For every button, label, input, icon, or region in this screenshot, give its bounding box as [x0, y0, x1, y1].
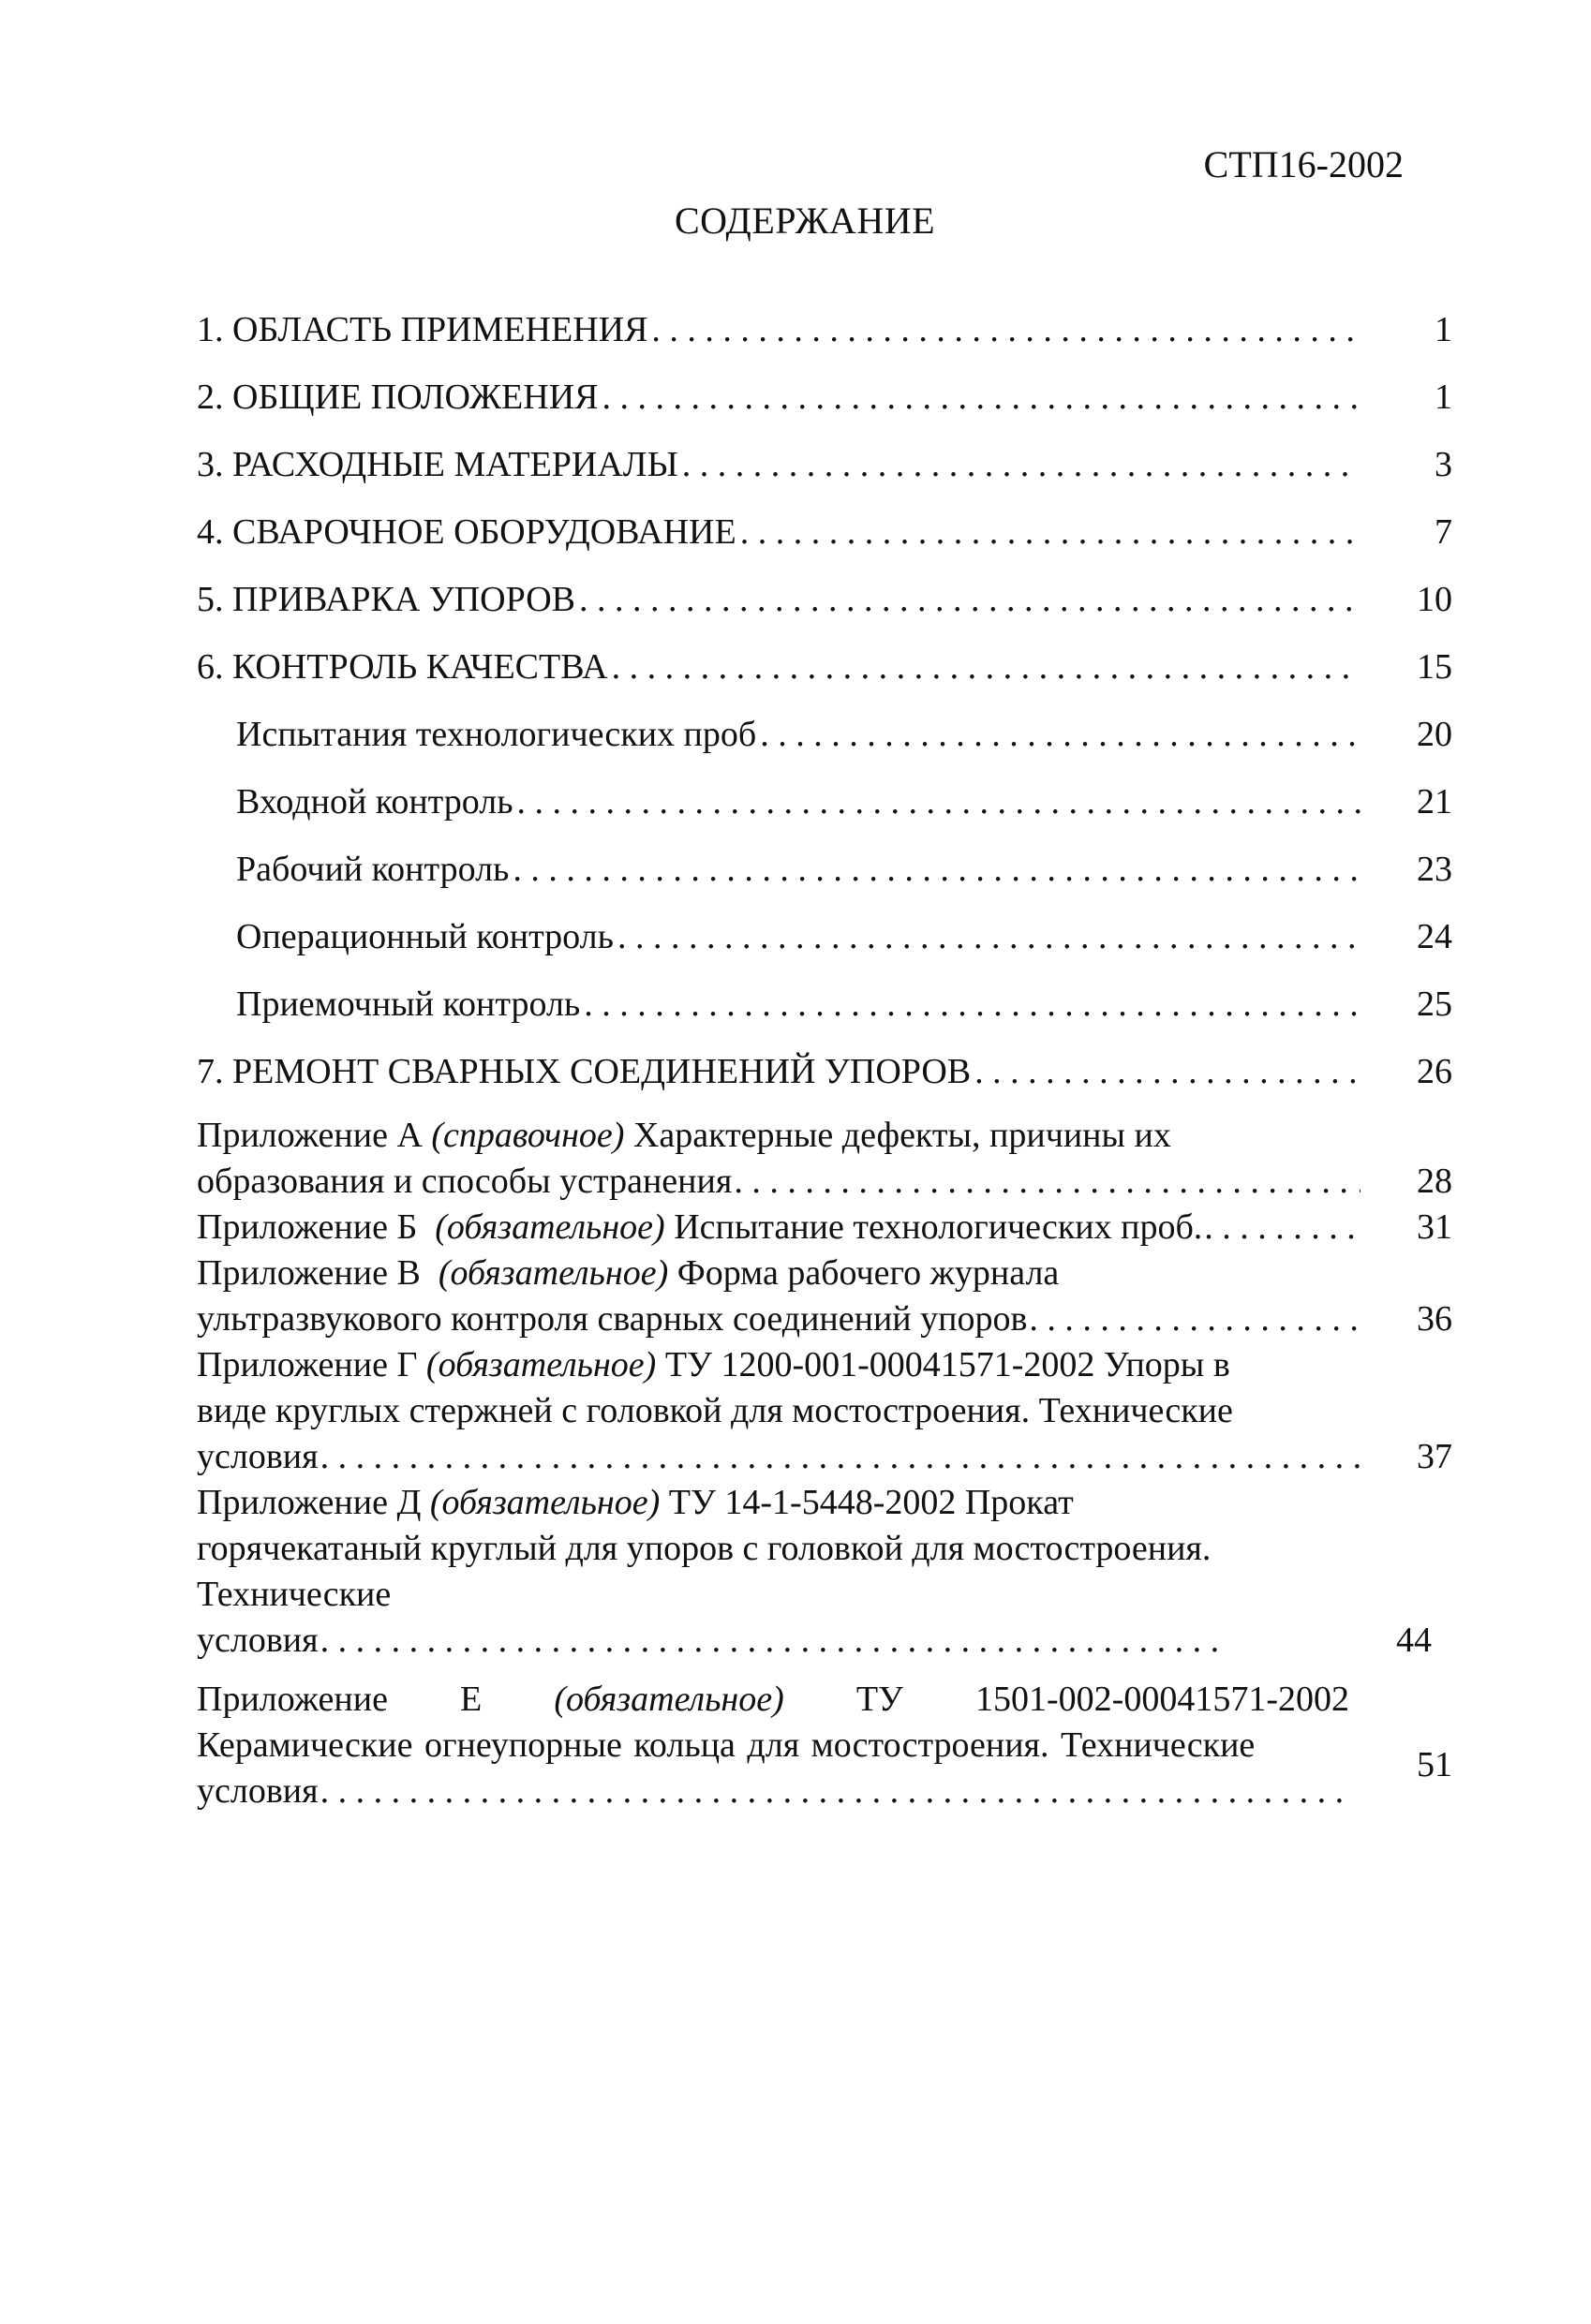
- appendix-page: 44: [1396, 1621, 1432, 1660]
- toc-entry-title: Рабочий контроль: [236, 850, 510, 889]
- appendix-label: Приложение В: [197, 1253, 421, 1293]
- appendix-title: условия: [197, 1437, 319, 1476]
- toc-entry-page: 1: [1435, 377, 1452, 417]
- appendix-title: виде круглых стержней с головкой для мостостроения. Технические: [197, 1391, 1233, 1430]
- leader-dots: [682, 444, 1361, 485]
- toc-entry-page: 1: [1435, 310, 1452, 349]
- appendix-title: Форма рабочего журнала: [677, 1253, 1060, 1293]
- appendix-page: 28: [1417, 1162, 1452, 1201]
- toc-subentry[interactable]: [197, 714, 1452, 781]
- appendix-kind: (обязательное): [554, 1680, 784, 1719]
- leader-dots: [612, 646, 1361, 688]
- appendix-title: Испытание технологических проб.: [674, 1207, 1203, 1247]
- leader-dots: [602, 377, 1361, 418]
- leader-dots: [734, 1159, 1361, 1205]
- appendix-page: 36: [1417, 1299, 1452, 1339]
- toc-entry-title: Входной контроль: [236, 782, 513, 822]
- appendix-kind: (обязательное): [425, 1345, 657, 1384]
- appendix-kind: (обязательное): [438, 1253, 669, 1293]
- appendix-title: ТУ 1200-001-00041571-2002 Упоры в: [664, 1345, 1230, 1384]
- appendix-title: Характерные дефекты, причины их: [632, 1116, 1171, 1155]
- appendix-label: Приложение Д: [197, 1483, 422, 1522]
- toc-entry-page: 23: [1417, 850, 1452, 889]
- leader-dots: [760, 714, 1361, 755]
- leader-dots: [617, 916, 1361, 957]
- appendix-tu: ТУ: [855, 1680, 903, 1719]
- appendix-e[interactable]: [197, 1677, 1452, 1814]
- toc-entry-title: 6. КОНТРОЛЬ КАЧЕСТВА: [197, 647, 608, 687]
- page-title: СОДЕРЖАНИЕ: [674, 200, 936, 242]
- toc-entry-title: Испытания технологических проб: [236, 715, 757, 754]
- leader-dots: [584, 984, 1361, 1025]
- toc-entry-title: 7. РЕМОНТ СВАРНЫХ СОЕДИНЕНИЙ УПОРОВ: [197, 1052, 972, 1091]
- toc-entry[interactable]: [197, 646, 1452, 714]
- appendix-letter: Е: [460, 1680, 483, 1719]
- appendix-kind: (обязательное): [429, 1483, 661, 1522]
- toc-entry[interactable]: [197, 579, 1452, 646]
- toc-entry-page: 26: [1417, 1052, 1452, 1091]
- toc-entry-page: 10: [1417, 580, 1452, 619]
- toc-entry-title: Операционный контроль: [236, 917, 614, 956]
- toc-entry-page: 21: [1417, 782, 1452, 822]
- toc-entry[interactable]: [197, 309, 1452, 377]
- toc-subentry[interactable]: [197, 781, 1452, 849]
- appendix-title: горячекатаный круглый для упоров с головкой для мостостроения.: [197, 1529, 1212, 1568]
- leader-dots: [974, 1051, 1361, 1092]
- toc-entry-title: Приемочный контроль: [236, 984, 581, 1024]
- leader-dots: [651, 309, 1361, 350]
- leader-dots: [1029, 1296, 1361, 1342]
- leader-dots: [320, 1434, 1361, 1480]
- leader-dots: [320, 1769, 1342, 1814]
- appendix-d[interactable]: [197, 1480, 1452, 1664]
- appendix-label: Приложение Г: [197, 1345, 418, 1384]
- leader-dots: [579, 579, 1361, 620]
- appendix-title: условия: [197, 1771, 319, 1811]
- appendix-g[interactable]: [197, 1342, 1452, 1480]
- appendix-label: Приложение Б: [197, 1207, 418, 1247]
- appendix-title: Технические: [197, 1575, 392, 1614]
- toc-entry[interactable]: [197, 444, 1452, 511]
- toc-entry-page: 3: [1435, 445, 1452, 484]
- appendix-kind: (обязательное): [435, 1207, 665, 1247]
- toc-entry-page: 25: [1417, 984, 1452, 1024]
- appendix-code: 1501-002-00041571-2002: [975, 1680, 1349, 1719]
- appendix-title: ультразвукового контроля сварных соединений упоров: [197, 1299, 1028, 1339]
- document-code: СТП16-2002: [1203, 143, 1404, 185]
- appendix-title: условия: [197, 1621, 319, 1660]
- appendix-title: ТУ 14-1-5448-2002 Прокат: [668, 1483, 1074, 1522]
- toc-subentry[interactable]: [197, 849, 1452, 916]
- appendix-label: Приложение: [197, 1680, 388, 1719]
- toc-subentry[interactable]: [197, 984, 1452, 1051]
- toc-subentry[interactable]: [197, 916, 1452, 984]
- toc-entry[interactable]: [197, 511, 1452, 579]
- toc-entry[interactable]: [197, 377, 1452, 444]
- appendix-b[interactable]: [197, 1205, 1452, 1251]
- appendix-kind: (справочное): [431, 1116, 625, 1155]
- toc-entry-title: 1. ОБЛАСТЬ ПРИМЕНЕНИЯ: [197, 310, 648, 349]
- toc-entry-page: 15: [1417, 647, 1452, 687]
- toc-entry[interactable]: [197, 1051, 1452, 1118]
- table-of-contents: [197, 309, 1452, 1118]
- appendix-title: Керамические огнеупорные кольца для мостостроения. Технические: [197, 1725, 1256, 1765]
- leader-dots: [740, 511, 1361, 553]
- toc-entry-title: 3. РАСХОДНЫЕ МАТЕРИАЛЫ: [197, 445, 678, 484]
- toc-entry-title: 5. ПРИВАРКА УПОРОВ: [197, 580, 576, 619]
- leader-dots: [517, 781, 1361, 822]
- appendix-label: Приложение А: [197, 1116, 423, 1155]
- toc-entry-page: 20: [1417, 715, 1452, 754]
- toc-entry-page: 24: [1417, 917, 1452, 956]
- appendix-page: 31: [1417, 1207, 1452, 1247]
- leader-dots: [1204, 1205, 1361, 1251]
- toc-entry-title: 2. ОБЩИЕ ПОЛОЖЕНИЯ: [197, 377, 599, 417]
- toc-entry-page: 7: [1435, 512, 1452, 552]
- appendix-a[interactable]: [197, 1113, 1452, 1205]
- appendix-page: 37: [1417, 1437, 1452, 1476]
- leader-dots: [320, 1618, 1229, 1664]
- leader-dots: [513, 849, 1361, 890]
- appendix-page: 51: [1417, 1745, 1452, 1784]
- toc-entry-title: 4. СВАРОЧНОЕ ОБОРУДОВАНИЕ: [197, 512, 736, 552]
- appendix-v[interactable]: [197, 1251, 1452, 1342]
- appendix-title: образования и способы устранения: [197, 1162, 733, 1201]
